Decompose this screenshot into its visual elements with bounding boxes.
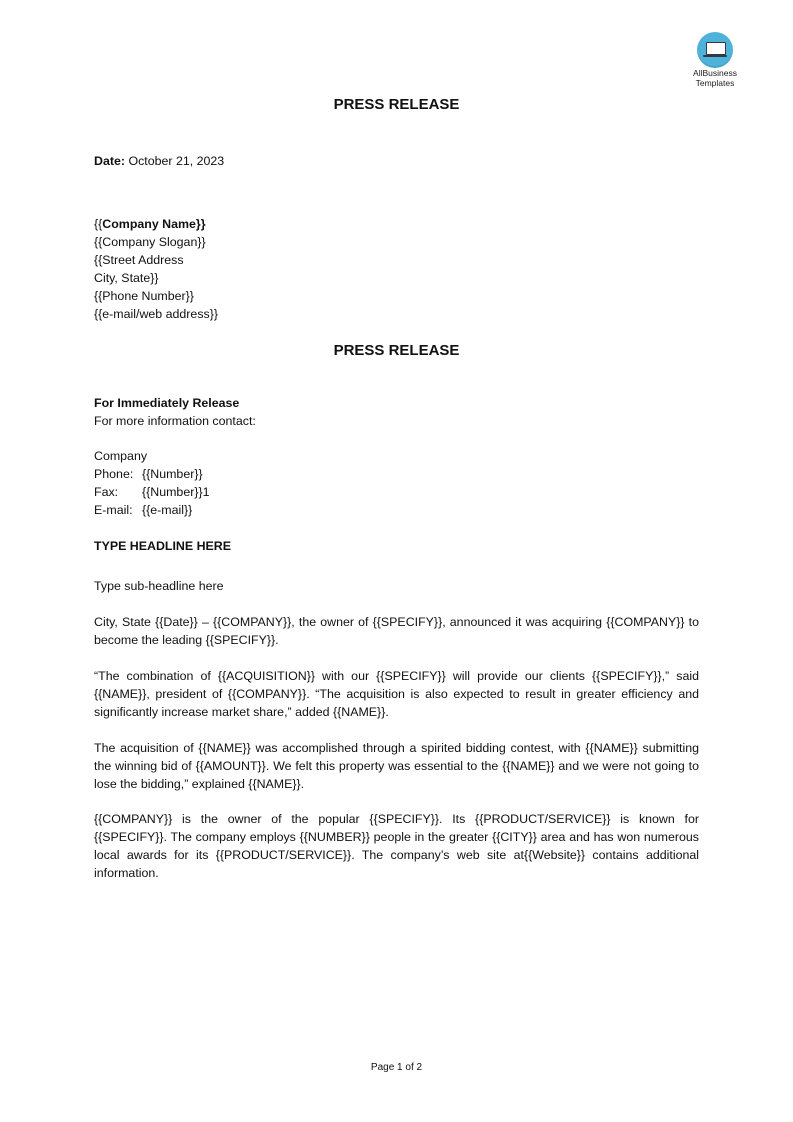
paragraph-3: The acquisition of {{NAME}} was accomplished through a spirited bidding contest, with {{NAME}} submitting the winning bid of {{AMOUNT}}. We felt this property was essential to the {{NAME}} and we were not going to lose the bidding,” explained {{NAME}}. xyxy=(94,741,699,791)
contact-intro: For more information contact: xyxy=(94,414,256,428)
date-label: Date: xyxy=(94,154,125,168)
fax-value: {{Number}}1 xyxy=(142,485,210,499)
city-state: City, State}} xyxy=(94,271,159,285)
allbusiness-logo xyxy=(686,32,744,88)
subheadline: Type sub-headline here xyxy=(94,579,224,593)
contact-email xyxy=(94,501,210,519)
fax-label: Fax: xyxy=(94,485,119,499)
phone-value: {{Number}} xyxy=(142,467,203,481)
phone-number: {{Phone Number}} xyxy=(94,289,194,303)
company-address-block xyxy=(94,215,218,323)
release-heading: For Immediately Release xyxy=(94,396,240,410)
contact-block xyxy=(94,447,210,519)
company-name: Company Name}} xyxy=(102,217,206,231)
phone-label: Phone: xyxy=(94,467,134,481)
logo-line-1: AllBusiness xyxy=(693,68,737,78)
company-slogan: {{Company Slogan}} xyxy=(94,235,206,249)
company-name-line xyxy=(94,215,218,233)
logo-line-2: Templates xyxy=(695,77,735,88)
email-label: E-mail: xyxy=(94,503,133,517)
page-title: PRESS RELEASE xyxy=(333,96,460,113)
date-value: October 21, 2023 xyxy=(128,154,225,168)
laptop-icon xyxy=(697,32,733,68)
company-name-brace: {{ xyxy=(94,217,103,231)
contact-fax xyxy=(94,483,210,501)
logo-text xyxy=(686,69,744,88)
street-address: {{Street Address xyxy=(94,253,184,267)
paragraph-4: {{COMPANY}} is the owner of the popular {{SPECIFY}}. Its {{PRODUCT/SERVICE}} is known for {{SPECIFY}}. The company employs {{NUMBER}} people in the greater {{CITY}} area and has won numerous local awards for its {{PRODUCT/SERVICE}}. The company’s web site at{{Website}} contains additional information. xyxy=(94,812,699,880)
contact-phone xyxy=(94,465,210,483)
headline: TYPE HEADLINE HERE xyxy=(94,539,232,553)
contact-company: Company xyxy=(94,449,148,463)
paragraph-2: “The combination of {{ACQUISITION}} with our {{SPECIFY}} will provide our clients {{SPECIFY}},” said {{NAME}}, president of {{COMPANY}}. “The acquisition is also expected to result in greater efficiency and significantly increase market share,” added {{NAME}}. xyxy=(94,669,699,719)
email-value: {{e-mail}} xyxy=(142,503,193,517)
release-block xyxy=(94,394,256,430)
date-line xyxy=(94,152,224,170)
section-title: PRESS RELEASE xyxy=(333,342,460,359)
email-web-address: {{e-mail/web address}} xyxy=(94,307,218,321)
paragraph-1: City, State {{Date}} – {{COMPANY}}, the owner of {{SPECIFY}}, announced it was acquiring {{COMPANY}} to become the leading {{SPECIFY}}. xyxy=(94,615,699,647)
page-number: Page 1 of 2 xyxy=(370,1062,423,1073)
